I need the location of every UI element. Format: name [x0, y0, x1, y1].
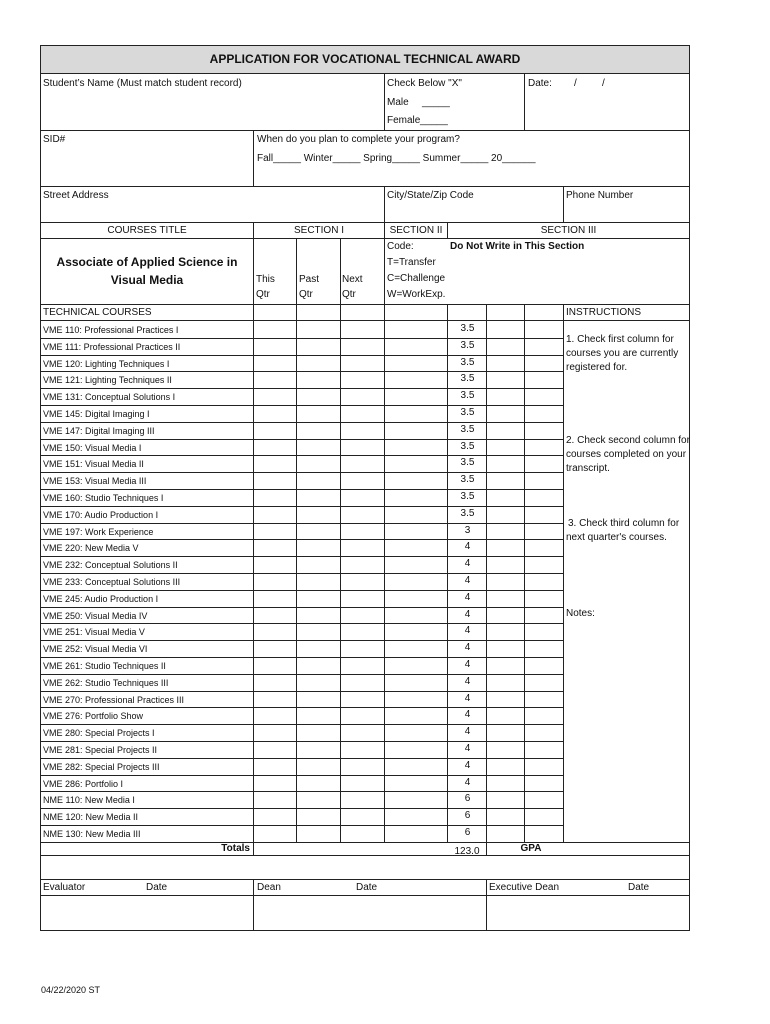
course-name: VME 262: Studio Techniques III [43, 677, 169, 688]
code-field[interactable] [385, 456, 447, 471]
this-qtr-checkbox[interactable] [254, 574, 296, 589]
course-name: VME 110: Professional Practices I [43, 325, 179, 335]
course-name: VME 261: Studio Techniques II [43, 661, 166, 671]
this-qtr-checkbox[interactable] [254, 406, 296, 421]
this-qtr-checkbox[interactable] [254, 456, 296, 471]
course-credits: 3.5 [460, 507, 475, 519]
next-qtr-checkbox[interactable] [341, 826, 384, 841]
this-qtr-checkbox[interactable] [254, 809, 296, 824]
program-title: Associate of Applied Science in [56, 255, 238, 269]
sid-label: SID# [43, 134, 66, 145]
next-qtr-checkbox[interactable] [341, 440, 384, 455]
notes-label: Notes: [566, 608, 595, 619]
past-qtr-checkbox[interactable] [297, 708, 340, 723]
next-qtr-checkbox[interactable] [341, 591, 384, 606]
code-field[interactable] [385, 624, 447, 639]
instruction-step-1-line1: 1. Check first column for [566, 334, 674, 345]
past-qtr-checkbox[interactable] [297, 507, 340, 522]
course-name: VME 111: Professional Practices II [43, 341, 181, 352]
code-field[interactable] [385, 792, 447, 807]
date-slash-1: / [574, 78, 577, 89]
course-name: NME 120: New Media II [43, 812, 139, 823]
this-qtr-checkbox[interactable] [254, 591, 296, 606]
course-name: VME 281: Special Projects II [43, 745, 158, 755]
next-qtr-checkbox[interactable] [341, 776, 384, 791]
next-qtr-checkbox[interactable] [341, 574, 384, 589]
code-field[interactable] [385, 389, 447, 404]
executive-dean-signature-field[interactable] [487, 896, 689, 930]
past-qtr-checkbox[interactable] [297, 608, 340, 623]
past-qtr-checkbox[interactable] [297, 456, 340, 471]
next-qtr-checkbox[interactable] [341, 406, 384, 421]
next-qtr-label: Qtr [342, 289, 356, 300]
past-qtr-checkbox[interactable] [297, 675, 340, 690]
course-name: VME 131: Conceptual Solutions I [43, 392, 176, 403]
past-qtr-checkbox[interactable] [297, 524, 340, 539]
next-qtr-checkbox[interactable] [341, 641, 384, 656]
code-field[interactable] [385, 557, 447, 572]
course-name: VME 282: Special Projects III [43, 761, 160, 772]
next-qtr-checkbox[interactable] [341, 792, 384, 807]
this-qtr-checkbox[interactable] [254, 641, 296, 656]
course-credits: 3.5 [460, 339, 475, 351]
next-qtr-checkbox[interactable] [341, 809, 384, 824]
date-label: Date: [528, 78, 552, 89]
section-1-header: SECTION I [293, 225, 344, 236]
code-field[interactable] [385, 372, 447, 387]
next-qtr-checkbox[interactable] [341, 608, 384, 623]
past-qtr-checkbox[interactable] [297, 742, 340, 757]
course-name: VME 276: Portfolio Show [43, 711, 144, 722]
code-field[interactable] [385, 591, 447, 606]
past-qtr-checkbox[interactable] [297, 423, 340, 438]
this-qtr-checkbox[interactable] [254, 440, 296, 455]
this-qtr-checkbox[interactable] [254, 759, 296, 774]
course-name: VME 270: Professional Practices III [43, 694, 185, 705]
course-credits: 4 [464, 743, 471, 754]
course-credits: 3.5 [460, 491, 475, 502]
completion-terms[interactable]: Fall_____ Winter_____ Spring_____ Summer_____ 20______ [257, 153, 536, 164]
course-credits: 3.5 [460, 407, 475, 418]
code-field[interactable] [385, 490, 447, 505]
course-name: VME 252: Visual Media VI [43, 644, 148, 655]
technical-courses-header: TECHNICAL COURSES [43, 307, 152, 318]
code-field[interactable] [385, 809, 447, 824]
course-credits: 4 [464, 625, 471, 637]
next-qtr-checkbox[interactable] [341, 507, 384, 522]
program-subtitle: Visual Media [110, 273, 184, 287]
this-qtr-checkbox[interactable] [254, 490, 296, 505]
course-credits: 4 [464, 642, 471, 654]
code-workexp: W=WorkExp. [387, 289, 446, 300]
this-qtr-checkbox[interactable] [254, 372, 296, 387]
this-qtr-checkbox[interactable] [254, 524, 296, 539]
past-qtr-checkbox[interactable] [297, 624, 340, 639]
totals-value: 123.0 [454, 846, 480, 857]
course-credits: 3.5 [460, 323, 475, 334]
next-qtr-checkbox[interactable] [341, 557, 384, 572]
course-name: VME 220: New Media V [43, 543, 139, 554]
code-field[interactable] [385, 641, 447, 656]
course-credits: 4 [464, 591, 471, 603]
student-name-label: Student’s Name (Must match student record) [43, 78, 242, 89]
course-credits: 3.5 [460, 457, 475, 469]
course-name: VME 233: Conceptual Solutions III [43, 577, 181, 587]
code-field[interactable] [385, 608, 447, 623]
course-name: VME 286: Portfolio I [43, 778, 124, 789]
form-title: APPLICATION FOR VOCATIONAL TECHNICAL AWARD [41, 46, 689, 73]
gpa-label: GPA [520, 843, 542, 854]
this-qtr-checkbox[interactable] [254, 339, 296, 354]
course-name: VME 232: Conceptual Solutions II [43, 560, 178, 571]
code-field[interactable] [385, 423, 447, 438]
next-qtr-checkbox[interactable] [341, 524, 384, 539]
section-2-header: SECTION II [389, 225, 443, 236]
dean-date-label: Date [356, 882, 378, 893]
next-qtr-checkbox[interactable] [341, 473, 384, 488]
this-qtr-checkbox[interactable] [254, 692, 296, 707]
female-label: Female [387, 115, 421, 126]
evaluator-signature-field[interactable] [41, 896, 252, 930]
course-credits: 4 [464, 759, 471, 771]
course-name: NME 130: New Media III [43, 829, 141, 839]
past-qtr-checkbox[interactable] [297, 540, 340, 555]
next-qtr-checkbox[interactable] [341, 356, 384, 371]
course-credits: 3.5 [460, 423, 475, 435]
next-qtr-checkbox[interactable] [341, 540, 384, 555]
sid-field[interactable] [41, 148, 253, 185]
next-qtr-checkbox[interactable] [341, 322, 384, 337]
course-credits: 6 [464, 793, 471, 805]
gpa-field[interactable] [525, 843, 689, 855]
course-credits: 3 [464, 524, 471, 536]
past-qtr-checkbox[interactable] [297, 574, 340, 589]
do-not-write-note: Do Not Write in This Section [450, 241, 585, 252]
code-challenge: C=Challenge [387, 273, 446, 284]
past-qtr-checkbox[interactable] [297, 322, 340, 337]
course-name: VME 121: Lighting Techniques II [43, 375, 172, 386]
code-field[interactable] [385, 708, 447, 723]
street-address-label: Street Address [43, 190, 109, 201]
street-address-field[interactable] [41, 204, 384, 222]
totals-label: Totals [221, 843, 250, 854]
code-field[interactable] [385, 440, 447, 455]
instruction-step-2-line2: courses completed on your [566, 449, 687, 460]
city-state-zip-label: City/State/Zip Code [387, 190, 474, 201]
this-qtr-checkbox[interactable] [254, 776, 296, 791]
this-qtr-checkbox[interactable] [254, 742, 296, 757]
past-qtr-checkbox[interactable] [297, 473, 340, 488]
this-qtr-checkbox[interactable] [254, 507, 296, 522]
evaluator-date-label: Date [146, 882, 168, 893]
city-state-zip-field[interactable] [385, 204, 563, 222]
next-qtr-checkbox[interactable] [341, 725, 384, 740]
course-name: VME 245: Audio Production I [43, 593, 159, 604]
instruction-step-1-line2: courses you are currently [566, 348, 679, 359]
instruction-step-2-line3: transcript. [566, 463, 610, 474]
this-qtr-checkbox[interactable] [254, 624, 296, 639]
instructions-header: INSTRUCTIONS [566, 307, 641, 318]
this-qtr-checkbox[interactable] [254, 389, 296, 404]
this-qtr-checkbox[interactable] [254, 473, 296, 488]
next-qtr-checkbox[interactable] [341, 624, 384, 639]
course-name: VME 153: Visual Media III [43, 476, 147, 487]
this-qtr-checkbox[interactable] [254, 792, 296, 807]
past-qtr-checkbox[interactable] [297, 826, 340, 841]
next-qtr-checkbox[interactable] [341, 372, 384, 387]
this-qtr-checkbox[interactable] [254, 423, 296, 438]
executive-dean-label: Executive Dean [489, 882, 560, 893]
course-name: VME 250: Visual Media IV [43, 610, 148, 621]
course-name: VME 151: Visual Media II [43, 459, 144, 470]
next-qtr-checkbox[interactable] [341, 658, 384, 673]
past-qtr-checkbox[interactable] [297, 658, 340, 673]
code-field[interactable] [385, 406, 447, 421]
instruction-step-3-line2: next quarter's courses. [566, 532, 667, 543]
code-field[interactable] [385, 524, 447, 539]
next-qtr-checkbox[interactable] [341, 692, 384, 707]
code-field[interactable] [385, 322, 447, 337]
this-qtr-checkbox[interactable] [254, 356, 296, 371]
next-qtr-checkbox[interactable] [341, 708, 384, 723]
course-credits: 3.5 [460, 474, 475, 486]
past-qtr-checkbox[interactable] [297, 372, 340, 387]
this-qtr-checkbox[interactable] [254, 725, 296, 740]
code-field[interactable] [385, 776, 447, 791]
past-qtr-checkbox[interactable] [297, 792, 340, 807]
this-qtr-checkbox[interactable] [254, 675, 296, 690]
course-credits: 4 [464, 575, 471, 586]
course-credits: 3.5 [460, 440, 475, 452]
course-credits: 4 [464, 675, 471, 687]
next-qtr-checkbox[interactable] [341, 675, 384, 690]
past-qtr-checkbox[interactable] [297, 389, 340, 404]
next-qtr-checkbox[interactable] [341, 742, 384, 757]
past-qtr-checkbox[interactable] [297, 759, 340, 774]
course-name: VME 160: Studio Techniques I [43, 493, 164, 503]
next-qtr-checkbox[interactable] [341, 339, 384, 354]
course-credits: 3.5 [460, 356, 475, 368]
course-credits: 4 [464, 776, 471, 788]
next-qtr-checkbox[interactable] [341, 490, 384, 505]
course-credits: 4 [464, 726, 471, 738]
past-qtr-checkbox[interactable] [297, 809, 340, 824]
instruction-step-1-line3: registered for. [566, 362, 628, 373]
next-qtr-checkbox[interactable] [341, 389, 384, 404]
next-qtr-checkbox[interactable] [341, 759, 384, 774]
course-name: VME 150: Visual Media I [43, 442, 142, 453]
course-credits: 3.5 [460, 390, 475, 402]
this-qtr-checkbox[interactable] [254, 658, 296, 673]
course-name: VME 120: Lighting Techniques I [43, 358, 170, 369]
next-label: Next [342, 274, 363, 285]
date-field[interactable] [525, 90, 689, 130]
course-credits: 3.5 [460, 373, 475, 385]
section-3-header: SECTION III [540, 225, 597, 236]
this-qtr-checkbox[interactable] [254, 322, 296, 337]
this-qtr-checkbox[interactable] [254, 557, 296, 572]
course-name: VME 251: Visual Media V [43, 627, 145, 638]
course-credits: 4 [464, 558, 471, 570]
code-field[interactable] [385, 339, 447, 354]
this-qtr-label: Qtr [256, 289, 270, 300]
past-qtr-checkbox[interactable] [297, 356, 340, 371]
course-credits: 6 [464, 827, 471, 838]
code-label: Code: [387, 241, 414, 252]
past-qtr-checkbox[interactable] [297, 641, 340, 656]
this-qtr-checkbox[interactable] [254, 708, 296, 723]
course-name: VME 280: Special Projects I [43, 728, 155, 739]
course-credits: 6 [464, 810, 471, 822]
past-label: Past [299, 274, 320, 285]
course-credits: 4 [464, 659, 471, 670]
course-name: VME 147: Digital Imaging III [43, 425, 155, 436]
complete-question: When do you plan to complete your program? [257, 134, 460, 145]
phone-number-label: Phone Number [566, 190, 634, 201]
student-name-field[interactable] [41, 92, 384, 130]
evaluator-label: Evaluator [43, 882, 86, 893]
male-checkbox[interactable]: _____ [422, 97, 450, 108]
instruction-step-3-line1: 3. Check third column for [568, 518, 680, 529]
past-qtr-checkbox[interactable] [297, 776, 340, 791]
next-qtr-checkbox[interactable] [341, 423, 384, 438]
course-name: VME 197: Work Experience [43, 526, 154, 537]
course-name: VME 145: Digital Imaging I [43, 409, 150, 419]
check-below-label: Check Below "X" [387, 78, 462, 89]
code-field[interactable] [385, 759, 447, 774]
past-qtr-checkbox[interactable] [297, 440, 340, 455]
code-field[interactable] [385, 473, 447, 488]
code-field[interactable] [385, 658, 447, 673]
course-credits: 4 [464, 709, 471, 721]
code-field[interactable] [385, 507, 447, 522]
code-field[interactable] [385, 356, 447, 371]
female-checkbox[interactable]: _____ [420, 115, 448, 126]
past-qtr-label: Qtr [299, 289, 313, 300]
past-qtr-checkbox[interactable] [297, 406, 340, 421]
code-field[interactable] [385, 742, 447, 757]
dean-signature-field[interactable] [254, 896, 485, 930]
past-qtr-checkbox[interactable] [297, 339, 340, 354]
this-label: This [256, 274, 275, 285]
instruction-step-2-line1: 2. Check second column for [566, 435, 690, 446]
code-field[interactable] [385, 540, 447, 555]
revision-footer: 04/22/2020 ST [41, 985, 101, 995]
course-name: NME 110: New Media I [43, 795, 135, 806]
code-field[interactable] [385, 692, 447, 707]
male-label: Male [387, 97, 409, 108]
code-field[interactable] [385, 574, 447, 589]
past-qtr-checkbox[interactable] [297, 557, 340, 572]
this-qtr-checkbox[interactable] [254, 608, 296, 623]
course-name: VME 170: Audio Production I [43, 509, 159, 520]
course-credits: 4 [464, 692, 471, 704]
dean-label: Dean [257, 882, 281, 893]
past-qtr-checkbox[interactable] [297, 692, 340, 707]
notes-field[interactable] [564, 622, 689, 840]
course-credits: 4 [464, 541, 471, 553]
past-qtr-checkbox[interactable] [297, 490, 340, 505]
next-qtr-checkbox[interactable] [341, 456, 384, 471]
code-field[interactable] [385, 826, 447, 841]
executive-dean-date-label: Date [628, 882, 650, 893]
phone-number-field[interactable] [564, 204, 689, 222]
code-field[interactable] [385, 675, 447, 690]
date-slash-2: / [602, 78, 605, 89]
this-qtr-checkbox[interactable] [254, 540, 296, 555]
past-qtr-checkbox[interactable] [297, 725, 340, 740]
course-credits: 4 [464, 608, 471, 620]
code-field[interactable] [385, 725, 447, 740]
courses-title-header: COURSES TITLE [107, 225, 187, 236]
past-qtr-checkbox[interactable] [297, 591, 340, 606]
code-transfer: T=Transfer [387, 257, 436, 268]
this-qtr-checkbox[interactable] [254, 826, 296, 841]
